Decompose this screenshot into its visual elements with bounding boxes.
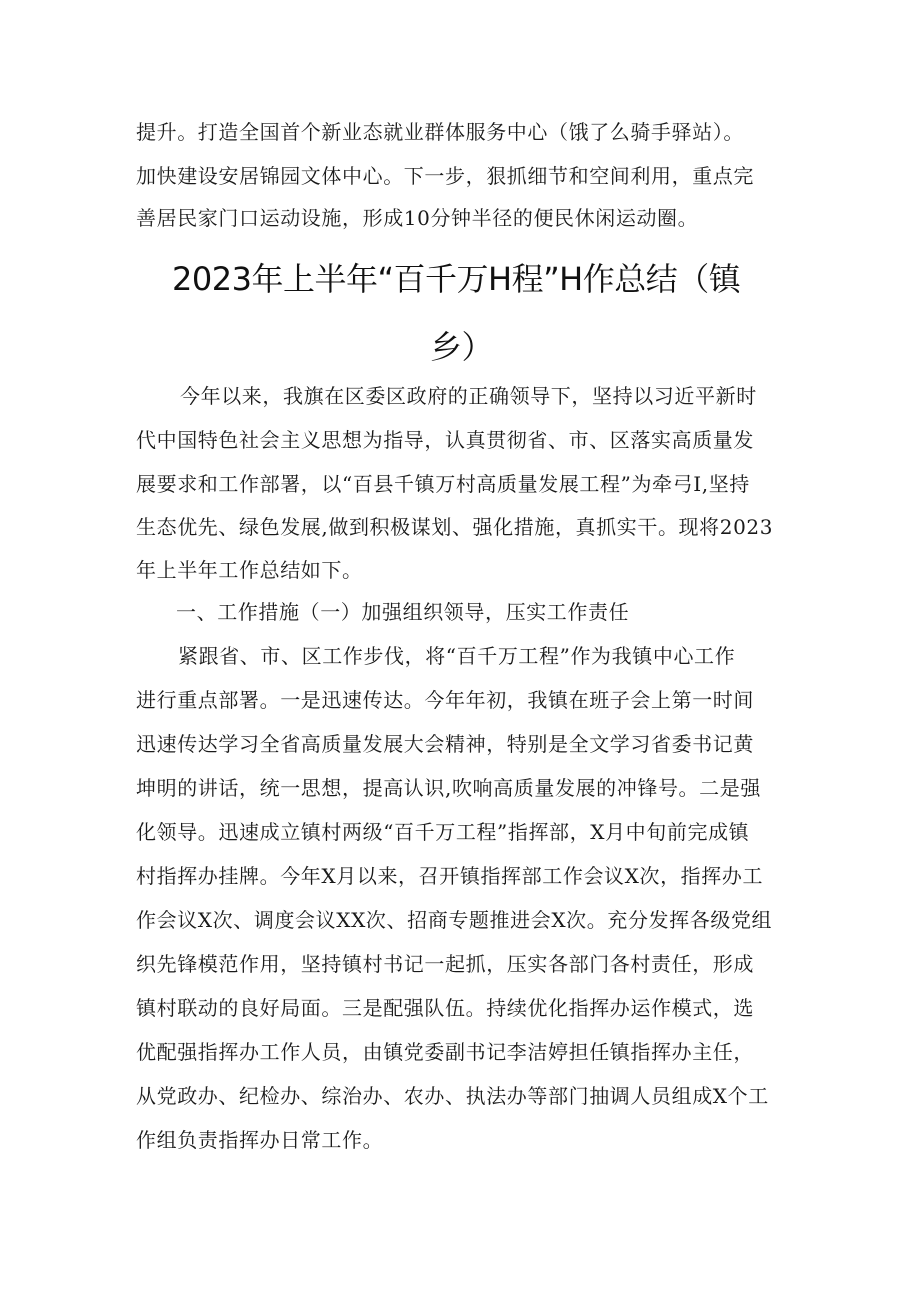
paragraph-1-line: 代中国特色社会主义思想为指导，认真贯彻省、市、区落实高质量发	[136, 428, 754, 452]
paragraph-1-line: 今年以来，我旗在区委区政府的正确领导下，坚持以习近平新时	[180, 384, 757, 408]
paragraph-2-line: 作组负责指挥办日常工作。	[136, 1128, 384, 1152]
document-title-line-2: 乡）	[430, 328, 494, 366]
paragraph-2-line: 迅速传达学习全省高质量发展大会精神，特别是全文学习省委书记黄	[136, 732, 754, 756]
paragraph-1-line: 生态优先、绿色发展,做到积极谋划、强化措施，真抓实干。现将2023	[136, 515, 774, 539]
paragraph-2-line: 织先锋模范作用，坚持镇村书记一起抓，压实各部门各村责任，形成	[136, 952, 754, 976]
paragraph-2-line: 从党政办、纪检办、综治办、农办、执法办等部门抽调人员组成X个工	[136, 1084, 769, 1108]
paragraph-2-line: 村指挥办挂牌。今年X月以来，召开镇指挥部工作会议X次，指挥办工	[136, 864, 764, 888]
paragraph-1-line: 展要求和工作部署，以“百县千镇万村高质量发展工程”为牵弓I,坚持	[136, 472, 750, 496]
section-heading-text: 一、工作措施（一）加强组织领导，压实工作责任	[176, 600, 630, 624]
paragraph-2-line: 作会议X次、调度会议XX次、招商专题推进会X次。充分发挥各级党组	[136, 908, 773, 932]
document-title-line-1: 2023年上半年“百千万H程”H作总结（镇	[172, 260, 741, 298]
paragraph-2-line: 镇村联动的良好局面。三是配强队伍。持续优化指挥办运作模式，选	[136, 996, 754, 1020]
paragraph-2-line: 进行重点部署。一是迅速传达。今年年初，我镇在班子会上第一时间	[136, 688, 754, 712]
paragraph-2-line: 化领导。迅速成立镇村两级“百千万工程”指挥部，X月中旬前完成镇	[136, 820, 750, 844]
paragraph-1-line: 年上半年工作总结如下。	[136, 558, 363, 582]
intro-line: 善居民家门口运动设施，形成10分钟半径的便民休闲运动圈。	[136, 206, 699, 230]
intro-line: 提升。打造全国首个新业态就业群体服务中心（饿了么骑手驿站）。	[136, 120, 744, 144]
intro-line: 加快建设安居锦园文体中心。下一步，狠抓细节和空间利用，重点完	[136, 164, 754, 188]
paragraph-2-line: 紧跟省、市、区工作步伐，将“百千万工程”作为我镇中心工作	[178, 644, 736, 668]
paragraph-2-line: 优配强指挥办工作人员，由镇党委副书记李洁婷担任镇指挥办主任，	[136, 1040, 754, 1064]
paragraph-2-line: 坤明的讲话，统一思想，提高认识,吹响高质量发展的冲锋号。二是强	[136, 776, 761, 800]
